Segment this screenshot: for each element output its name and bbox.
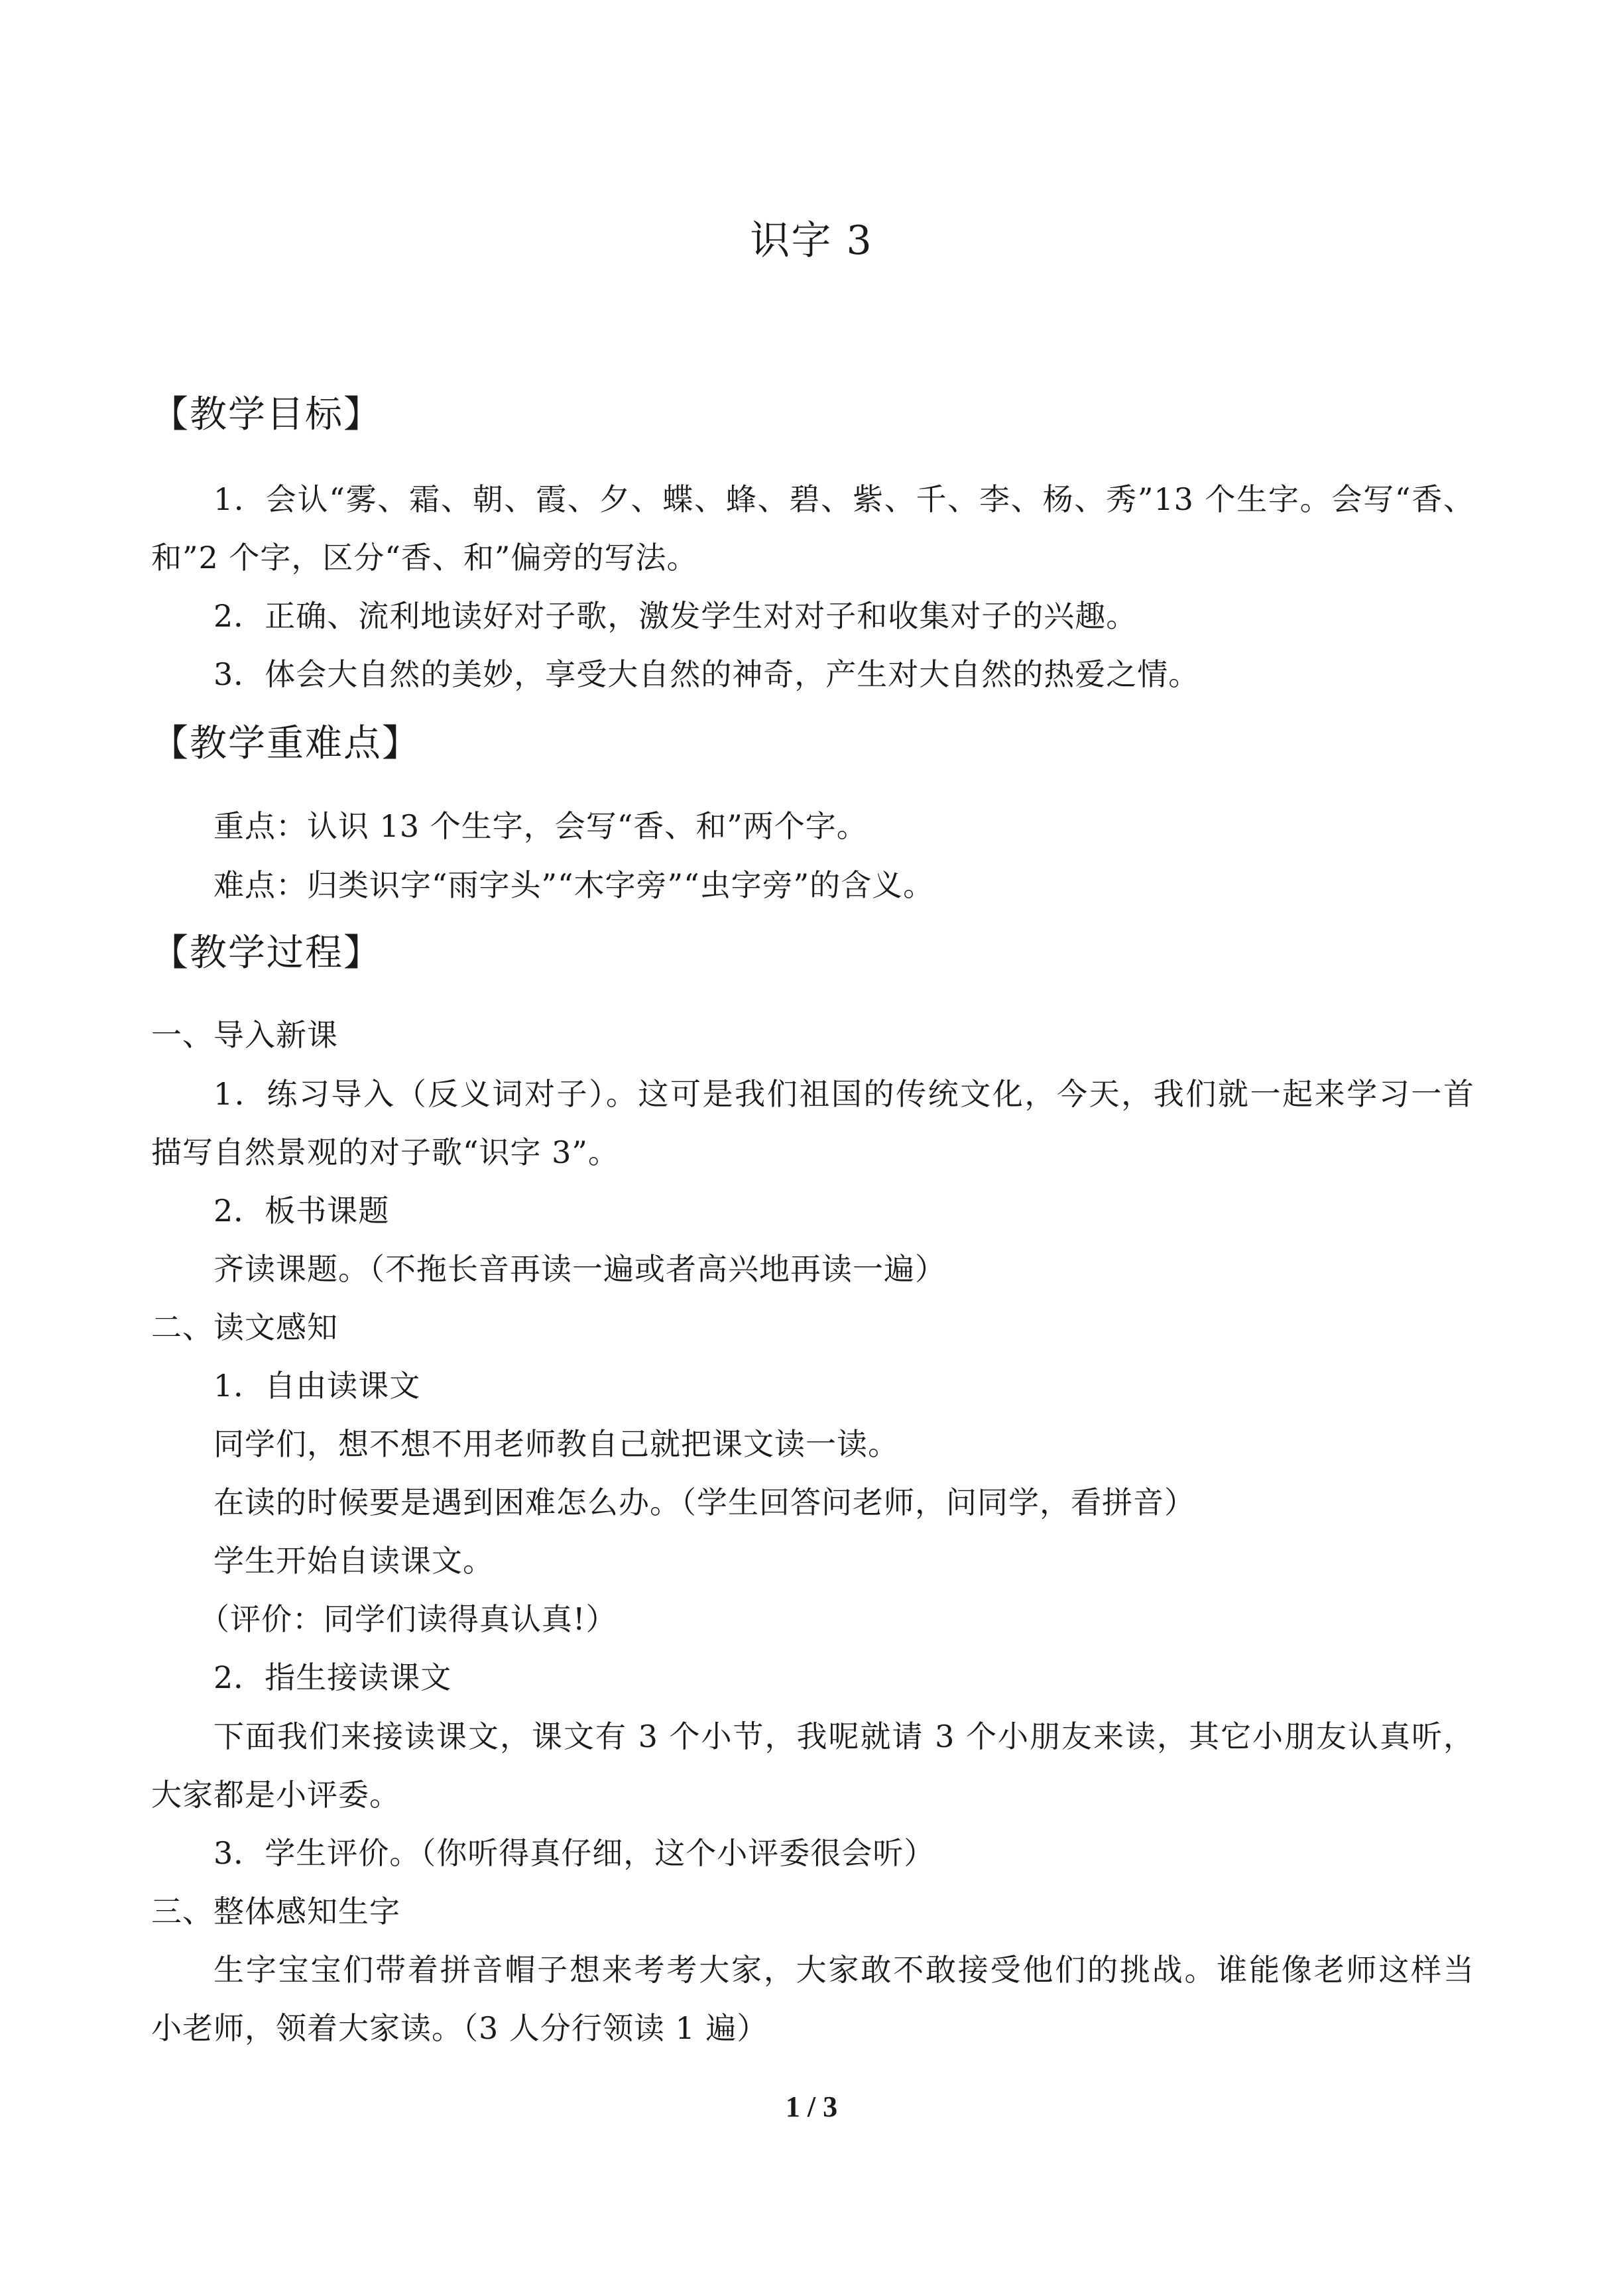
- process-line: 小老师，领着大家读。（3 人分行领读 1 遍）: [151, 2010, 768, 2046]
- process-line: 描写自然景观的对子歌“识字 3”。: [151, 1134, 619, 1170]
- process-line: 3．学生评价。（你听得真仔细，这个小评委很会听）: [213, 1835, 935, 1871]
- section-heading-process: 【教学过程】: [151, 932, 382, 975]
- page-title: 识字 3: [750, 217, 873, 264]
- process-line: 同学们，想不想不用老师教自己就把课文读一读。: [213, 1426, 899, 1462]
- process-line: 大家都是小评委。: [151, 1777, 400, 1813]
- objective-line: 3．体会大自然的美妙，享受大自然的神奇，产生对大自然的热爱之情。: [213, 656, 1200, 692]
- process-subheading: 二、读文感知: [151, 1309, 338, 1345]
- process-line: 下面我们来接读课文，课文有 3 个小节，我呢就请 3 个小朋友来读，其它小朋友认真听，: [213, 1719, 1474, 1754]
- difficult-point-line: 难点：归类识字“雨字头”“木字旁”“虫字旁”的含义。: [213, 867, 935, 903]
- process-line: 2．指生接读课文: [213, 1660, 452, 1695]
- process-line: （评价：同学们读得真认真!）: [199, 1601, 617, 1637]
- process-line: 生字宝宝们带着拼音帽子想来考考大家，大家敢不敢接受他们的挑战。谁能像老师这样当: [213, 1952, 1474, 1988]
- process-line: 2．板书课题: [213, 1193, 390, 1229]
- objective-line: 2．正确、流利地读好对子歌，激发学生对对子和收集对子的兴趣。: [213, 598, 1138, 634]
- key-point-line: 重点：认识 13 个生字，会写“香、和”两个字。: [213, 808, 868, 844]
- process-line: 在读的时候要是遇到困难怎么办。（学生回答问老师，问同学，看拼音）: [213, 1484, 1195, 1520]
- process-line: 1．自由读课文: [213, 1368, 421, 1404]
- section-heading-key-points: 【教学重难点】: [151, 722, 420, 765]
- objective-line: 和”2 个字，区分“香、和”偏旁的写法。: [151, 540, 698, 575]
- section-heading-objectives: 【教学目标】: [151, 393, 382, 436]
- process-subheading: 三、整体感知生字: [151, 1894, 400, 1929]
- process-line: 学生开始自读课文。: [213, 1543, 494, 1579]
- process-line: 齐读课题。（不拖长音再读一遍或者高兴地再读一遍）: [213, 1251, 946, 1287]
- page-number: 1 / 3: [785, 2090, 838, 2123]
- process-line: 1．练习导入（反义词对子）。这可是我们祖国的传统文化，今天，我们就一起来学习一首: [213, 1076, 1474, 1112]
- process-subheading: 一、导入新课: [151, 1017, 338, 1053]
- objective-line: 1．会认“雾、霜、朝、霞、夕、蝶、蜂、碧、紫、千、李、杨、秀”13 个生字。会写“香、: [213, 481, 1474, 517]
